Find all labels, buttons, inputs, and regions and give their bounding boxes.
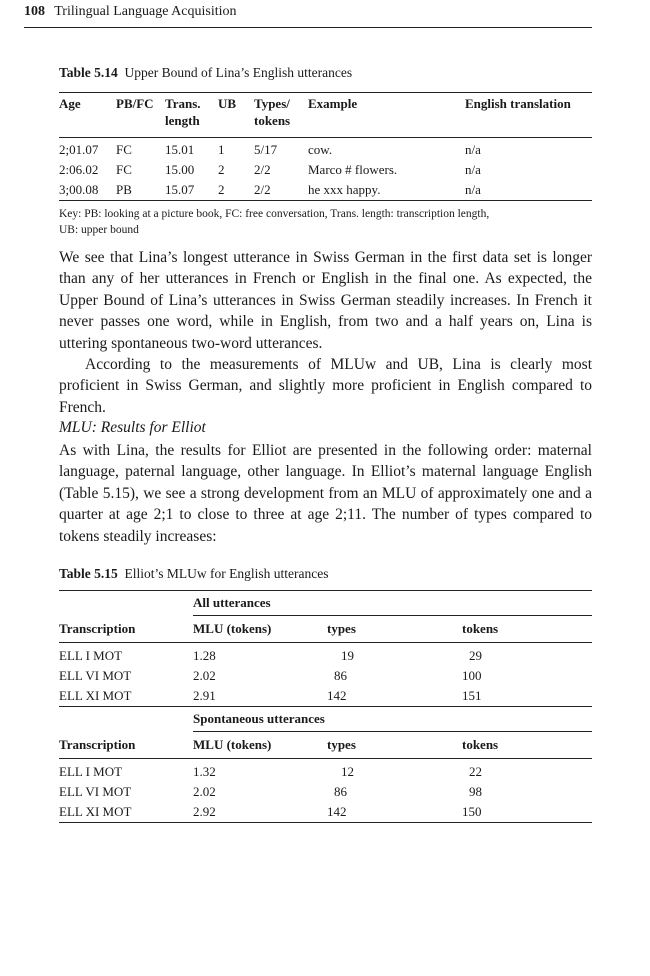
group-header-row: [59, 707, 592, 732]
table-514: [59, 92, 592, 201]
key-line: Key: PB: looking at a picture book, FC: free conversation, Trans. length: transcription length,: [59, 208, 490, 220]
col-header: tokens: [462, 621, 499, 636]
table-cell: n/a: [465, 181, 481, 197]
table-row: [59, 666, 592, 686]
table-cell: 86: [334, 784, 347, 799]
table-cell: 2: [218, 181, 225, 197]
running-head: [24, 4, 237, 20]
table-cell: 19: [341, 648, 354, 663]
table-cell: 2.92: [193, 804, 216, 819]
table-row: [59, 137, 592, 160]
table-514-key: [59, 206, 489, 238]
group-title: Spontaneous utterances: [193, 707, 592, 732]
table-cell: Marco # flowers.: [308, 161, 398, 177]
table-514-label: Table 5.14: [59, 65, 118, 80]
table-cell: 22: [469, 764, 482, 779]
table-cell: ELL I MOT: [59, 648, 123, 663]
table-cell: 2;01.07: [59, 141, 99, 157]
table-row: [59, 686, 592, 707]
table-cell: 2: [218, 161, 225, 177]
table-header-row: [59, 732, 592, 759]
col-header: Age: [59, 96, 81, 111]
table-cell: cow.: [308, 141, 333, 157]
group-title: All utterances: [193, 591, 592, 616]
table-cell: 142: [327, 804, 347, 819]
table-header-row: [59, 93, 592, 130]
page-number: 108: [24, 4, 45, 19]
group-header-row: [59, 591, 592, 616]
table-cell: 151: [462, 688, 482, 703]
table-cell: n/a: [465, 161, 481, 177]
col-header: types: [327, 621, 356, 636]
table-cell: he xxx happy.: [308, 181, 381, 197]
table-cell: 2.02: [193, 668, 216, 683]
table-row: [59, 180, 592, 201]
col-header: English translation: [465, 96, 571, 111]
table-cell: 2:06.02: [59, 161, 99, 177]
table-cell: ELL XI MOT: [59, 688, 132, 703]
col-header: UB: [218, 96, 237, 111]
table-cell: 29: [469, 648, 482, 663]
table-cell: 98: [469, 784, 482, 799]
table-row: [59, 759, 592, 783]
section-subheading: MLU: Results for Elliot: [59, 419, 206, 436]
col-header: Types/ tokens: [254, 96, 291, 128]
table-cell: 1.32: [193, 764, 216, 779]
col-header: Transcription: [59, 620, 136, 636]
body-section-lina: [59, 247, 592, 418]
table-cell: 2.91: [193, 688, 216, 703]
table-cell: 15.00: [165, 161, 195, 177]
table-515-label: Table 5.15: [59, 566, 118, 581]
col-header: MLU (tokens): [193, 737, 272, 752]
paragraph: According to the measurements of MLUw and UB, Lina is clearly most proficient in Swiss German, and slightly more proficient in English compared to French.: [59, 356, 592, 416]
table-cell: 150: [462, 804, 482, 819]
col-header: Example: [308, 96, 358, 111]
col-header: MLU (tokens): [193, 621, 272, 636]
table-cell: 12: [341, 764, 354, 779]
body-section-elliot: [59, 440, 592, 547]
table-cell: ELL VI MOT: [59, 784, 132, 799]
table-515-caption: [59, 566, 329, 582]
table-cell: ELL VI MOT: [59, 668, 132, 683]
table-cell: 1.28: [193, 648, 216, 663]
table-row: [59, 643, 592, 667]
col-header: tokens: [462, 737, 499, 752]
key-line: UB: upper bound: [59, 224, 139, 236]
table-cell: PB: [116, 181, 132, 197]
table-row: [59, 160, 592, 180]
running-head-title: Trilingual Language Acquisition: [54, 4, 237, 19]
table-cell: 100: [462, 668, 482, 683]
table-header-row: [59, 616, 592, 643]
table-515-caption-text: Elliot’s MLUw for English utterances: [124, 566, 329, 581]
header-rule: [24, 27, 592, 28]
col-header: types: [327, 737, 356, 752]
table-cell: 142: [327, 688, 347, 703]
table-cell: FC: [116, 141, 132, 157]
table-cell: 2/2: [254, 181, 271, 197]
table-cell: ELL XI MOT: [59, 804, 132, 819]
col-header: Trans. length: [165, 96, 201, 128]
table-cell: 15.07: [165, 181, 195, 197]
table-cell: 86: [334, 668, 347, 683]
table-cell: n/a: [465, 141, 481, 157]
col-header: PB/FC: [116, 96, 154, 111]
paragraph: We see that Lina’s longest utterance in Swiss German in the first data set is longer than any of her utterances in French or English in the final one. As expected, the Upper Bound of Lina’s utterances in Swiss German steadily increases. In French it never passes one word, while in English, from two and a half years on, Lina is uttering spontaneous two-word utterances.: [59, 249, 592, 352]
table-cell: ELL I MOT: [59, 764, 123, 779]
table-cell: 1: [218, 141, 225, 157]
paragraph: As with Lina, the results for Elliot are presented in the following order: maternal language, paternal language, other language. In Elliot’s maternal language English (Table 5.15), we see a strong development from an MLU of approximately one and a quarter at age 2;1 to close to three at age 2;11. The number of types compared to tokens steadily increases:: [59, 442, 592, 545]
table-row: [59, 802, 592, 823]
table-514-caption-text: Upper Bound of Lina’s English utterances: [124, 65, 353, 80]
table-514-caption: [59, 65, 352, 81]
table-cell: 5/17: [254, 141, 278, 157]
table-cell: 2.02: [193, 784, 216, 799]
col-header: Transcription: [59, 736, 136, 752]
table-515: [59, 590, 592, 823]
table-cell: 2/2: [254, 161, 271, 177]
table-cell: FC: [116, 161, 132, 177]
table-cell: 15.01: [165, 141, 195, 157]
table-row: [59, 782, 592, 802]
table-cell: 3;00.08: [59, 181, 99, 197]
